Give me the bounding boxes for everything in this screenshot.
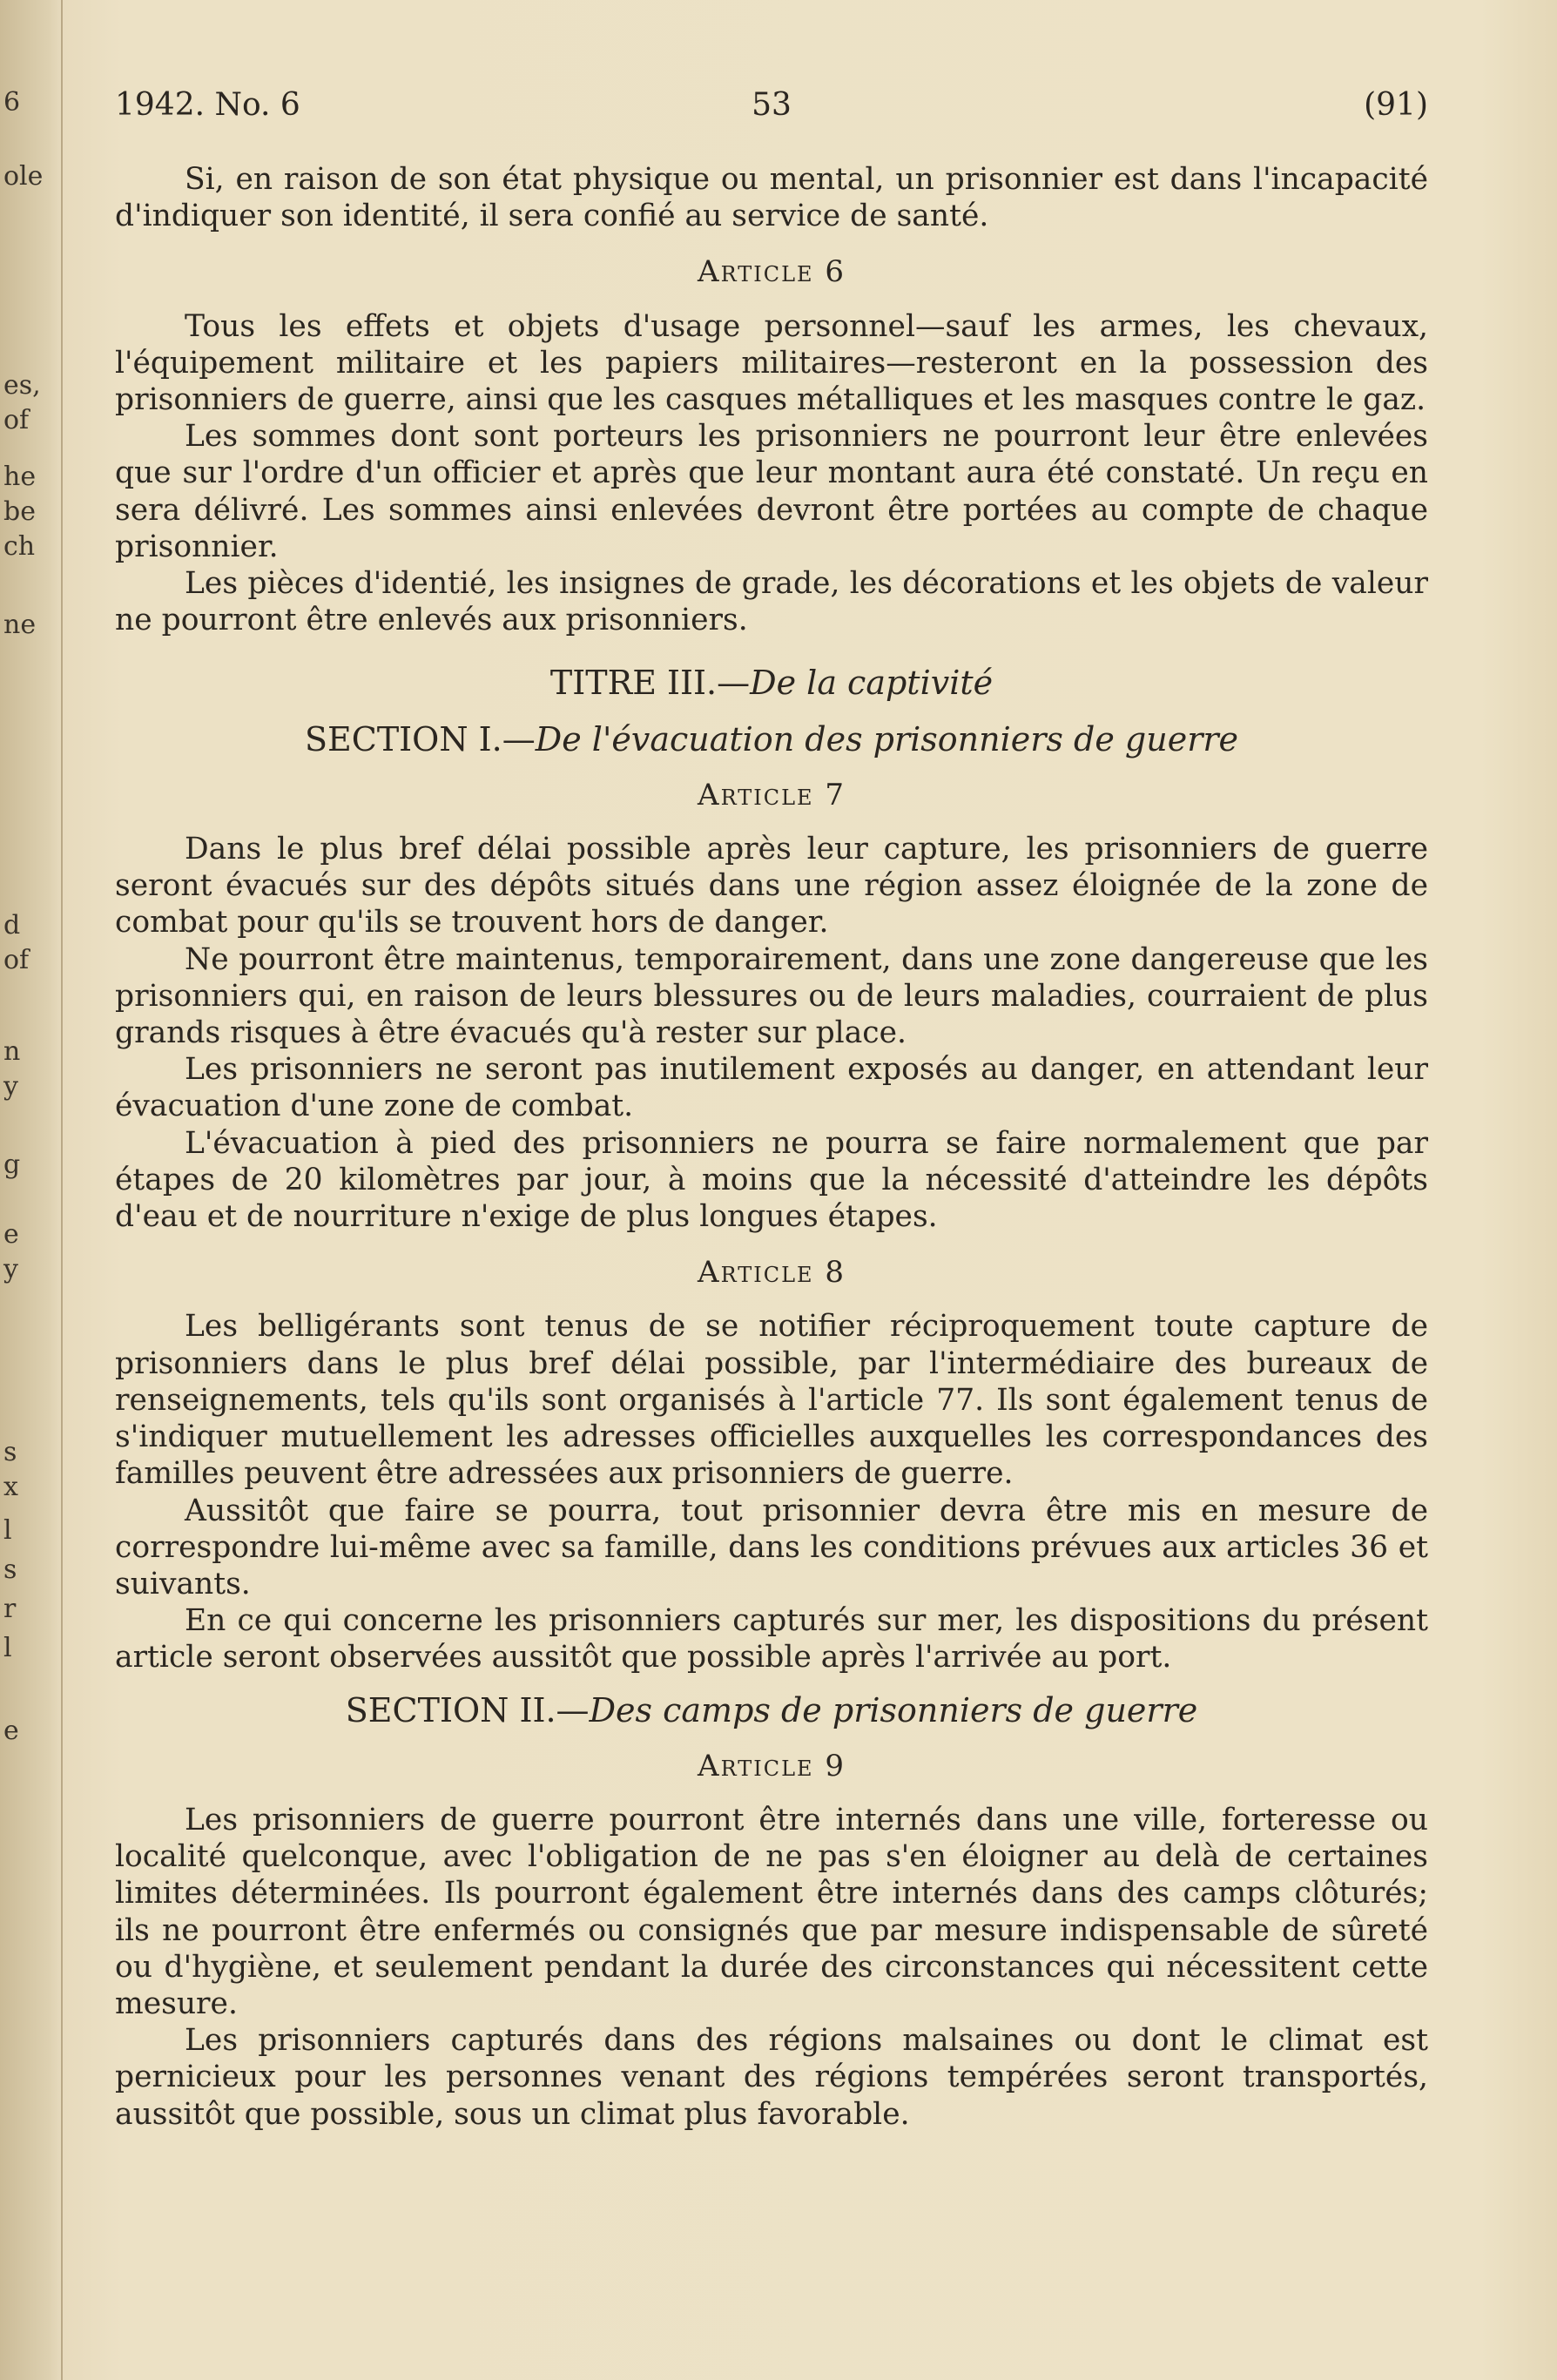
paragraph: Les sommes dont sont porteurs les prisonniers ne pourront leur être enlevées que sur l'ordre d'un officier et après que leur montant aura été constaté. Un reçu en sera délivré. Les sommes ainsi enlevées devront être portées au compte de chaque prisonnier. [115, 419, 1428, 564]
page-header [115, 87, 1428, 139]
gutter-fragment: es, [3, 370, 41, 401]
paragraph: Si, en raison de son état physique ou mental, un prisonnier est dans l'incapacité d'indiquer son identité, il sera confié au service de santé. [115, 162, 1428, 234]
gutter-fragment: r [3, 1594, 17, 1624]
paragraph: Dans le plus bref délai possible après leur capture, les prisonniers de guerre seront évacués sur des dépôts situés dans une région assez éloignée de la zone de combat pour qu'ils se trouvent hors de danger. [115, 832, 1428, 941]
gutter-fragment: l [3, 1633, 12, 1663]
header-year-number: 1942. No. 6 [115, 87, 300, 123]
article-heading: Article 7 [698, 777, 846, 812]
section-heading [115, 1692, 1428, 1729]
gutter-fragment: of [3, 945, 30, 975]
paragraph: L'évacuation à pied des prisonniers ne pourra se faire normalement que par étapes de 20 kilomètres par jour, à moins que la nécessité d'atteindre les dépôts d'eau et de nourriture n'exige de plus longues étapes. [115, 1125, 1428, 1235]
gutter-fragment: ole [3, 161, 44, 192]
paragraph: Les pièces d'identié, les insignes de grade, les décorations et les objets de valeur ne pourront être enlevés aux prisonniers. [115, 566, 1428, 638]
gutter-fragment: ne [3, 610, 37, 640]
paragraph: Les prisonniers capturés dans des régions malsaines ou dont le climat est pernicieux pour les personnes venant des régions tempérées seront transportés, aussitôt que possible, sous un climat plus favorable. [115, 2023, 1428, 2132]
titre-heading [115, 664, 1428, 701]
article-heading: Article 8 [698, 1255, 846, 1291]
section-label: SECTION II.— [345, 1690, 590, 1729]
gutter-fragment: he [3, 462, 37, 492]
gutter-fragment: ch [3, 531, 36, 562]
header-original-page: (91) [1364, 87, 1428, 123]
paragraph: Les prisonniers ne seront pas inutilement exposés au danger, en attendant leur évacuation d'une zone de combat. [115, 1052, 1428, 1124]
gutter-fragment: s [3, 1437, 17, 1467]
gutter-fragment: n [3, 1036, 21, 1067]
gutter-fragment: be [3, 496, 36, 527]
paragraph: Aussitôt que faire se pourra, tout prisonnier devra être mis en mesure de correspondre lui-même avec sa famille, dans les conditions prévues aux articles 36 et suivants. [115, 1493, 1428, 1601]
gutter-fragment: y [3, 1071, 18, 1102]
titre-subtitle: De la captivité [750, 664, 994, 703]
gutter-fragment: l [3, 1515, 12, 1546]
paragraph: Ne pourront être maintenus, temporairement, dans une zone dangereuse que les prisonniers qui, en raison de leurs blessures ou de leurs maladies, courraient de plus grands risques à être évacués qu'à rester sur place. [115, 941, 1428, 1051]
facing-page-edge [0, 0, 63, 2380]
paragraph: Tous les effets et objets d'usage personnel—sauf les armes, les chevaux, l'équipement militaire et les papiers militaires—resteront en la possession des prisonniers de guerre, ainsi que les casques métalliques et les masques contre le gaz. [115, 308, 1428, 418]
titre-label: TITRE III.— [549, 664, 751, 703]
section-label: SECTION I.— [304, 719, 536, 758]
gutter-fragment: of [3, 405, 30, 435]
gutter-fragment: g [3, 1150, 21, 1180]
section-subtitle: Des camps de prisonniers de guerre [589, 1690, 1198, 1729]
page-body [115, 161, 1428, 2133]
gutter-fragment: y [3, 1254, 18, 1284]
paragraph: Les prisonniers de guerre pourront être internés dans une ville, forteresse ou localité quelconque, avec l'obligation de ne pas s'en éloigner au delà de certaines limites déterminées. Ils pourront également être internés dans des camps clôturés; ils ne pourront être enfermés ou consignés que par mesure indispensable de sûreté ou d'hygiène, et seulement pendant la durée des circonstances qui nécessitent cette mesure. [115, 1802, 1428, 2021]
article-heading: Article 9 [698, 1748, 846, 1783]
section-heading [115, 721, 1428, 758]
header-page-number: 53 [752, 87, 792, 123]
gutter-fragment: s [3, 1554, 17, 1585]
gutter-fragment: d [3, 910, 21, 941]
article-heading: Article 6 [698, 254, 846, 290]
gutter-fragment: e [3, 1716, 19, 1746]
gutter-fragment: e [3, 1219, 19, 1250]
section-subtitle: De l'évacuation des prisonniers de guerre [535, 719, 1239, 758]
paragraph: Les belligérants sont tenus de se notifier réciproquement toute capture de prisonniers dans le plus bref délai possible, par l'intermédiaire des bureaux de renseignements, tels qu'ils sont organisés à l'article 77. Ils sont également tenus de s'indiquer mutuellement les adresses officielles auxquelles les correspondances des familles peuvent être adressées aux prisonniers de guerre. [115, 1309, 1428, 1492]
paragraph: En ce qui concerne les prisonniers capturés sur mer, les dispositions du présent article seront observées aussitôt que possible après l'arrivée au port. [115, 1603, 1428, 1675]
gutter-fragment: 6 [3, 87, 21, 118]
gutter-fragment: x [3, 1472, 18, 1502]
